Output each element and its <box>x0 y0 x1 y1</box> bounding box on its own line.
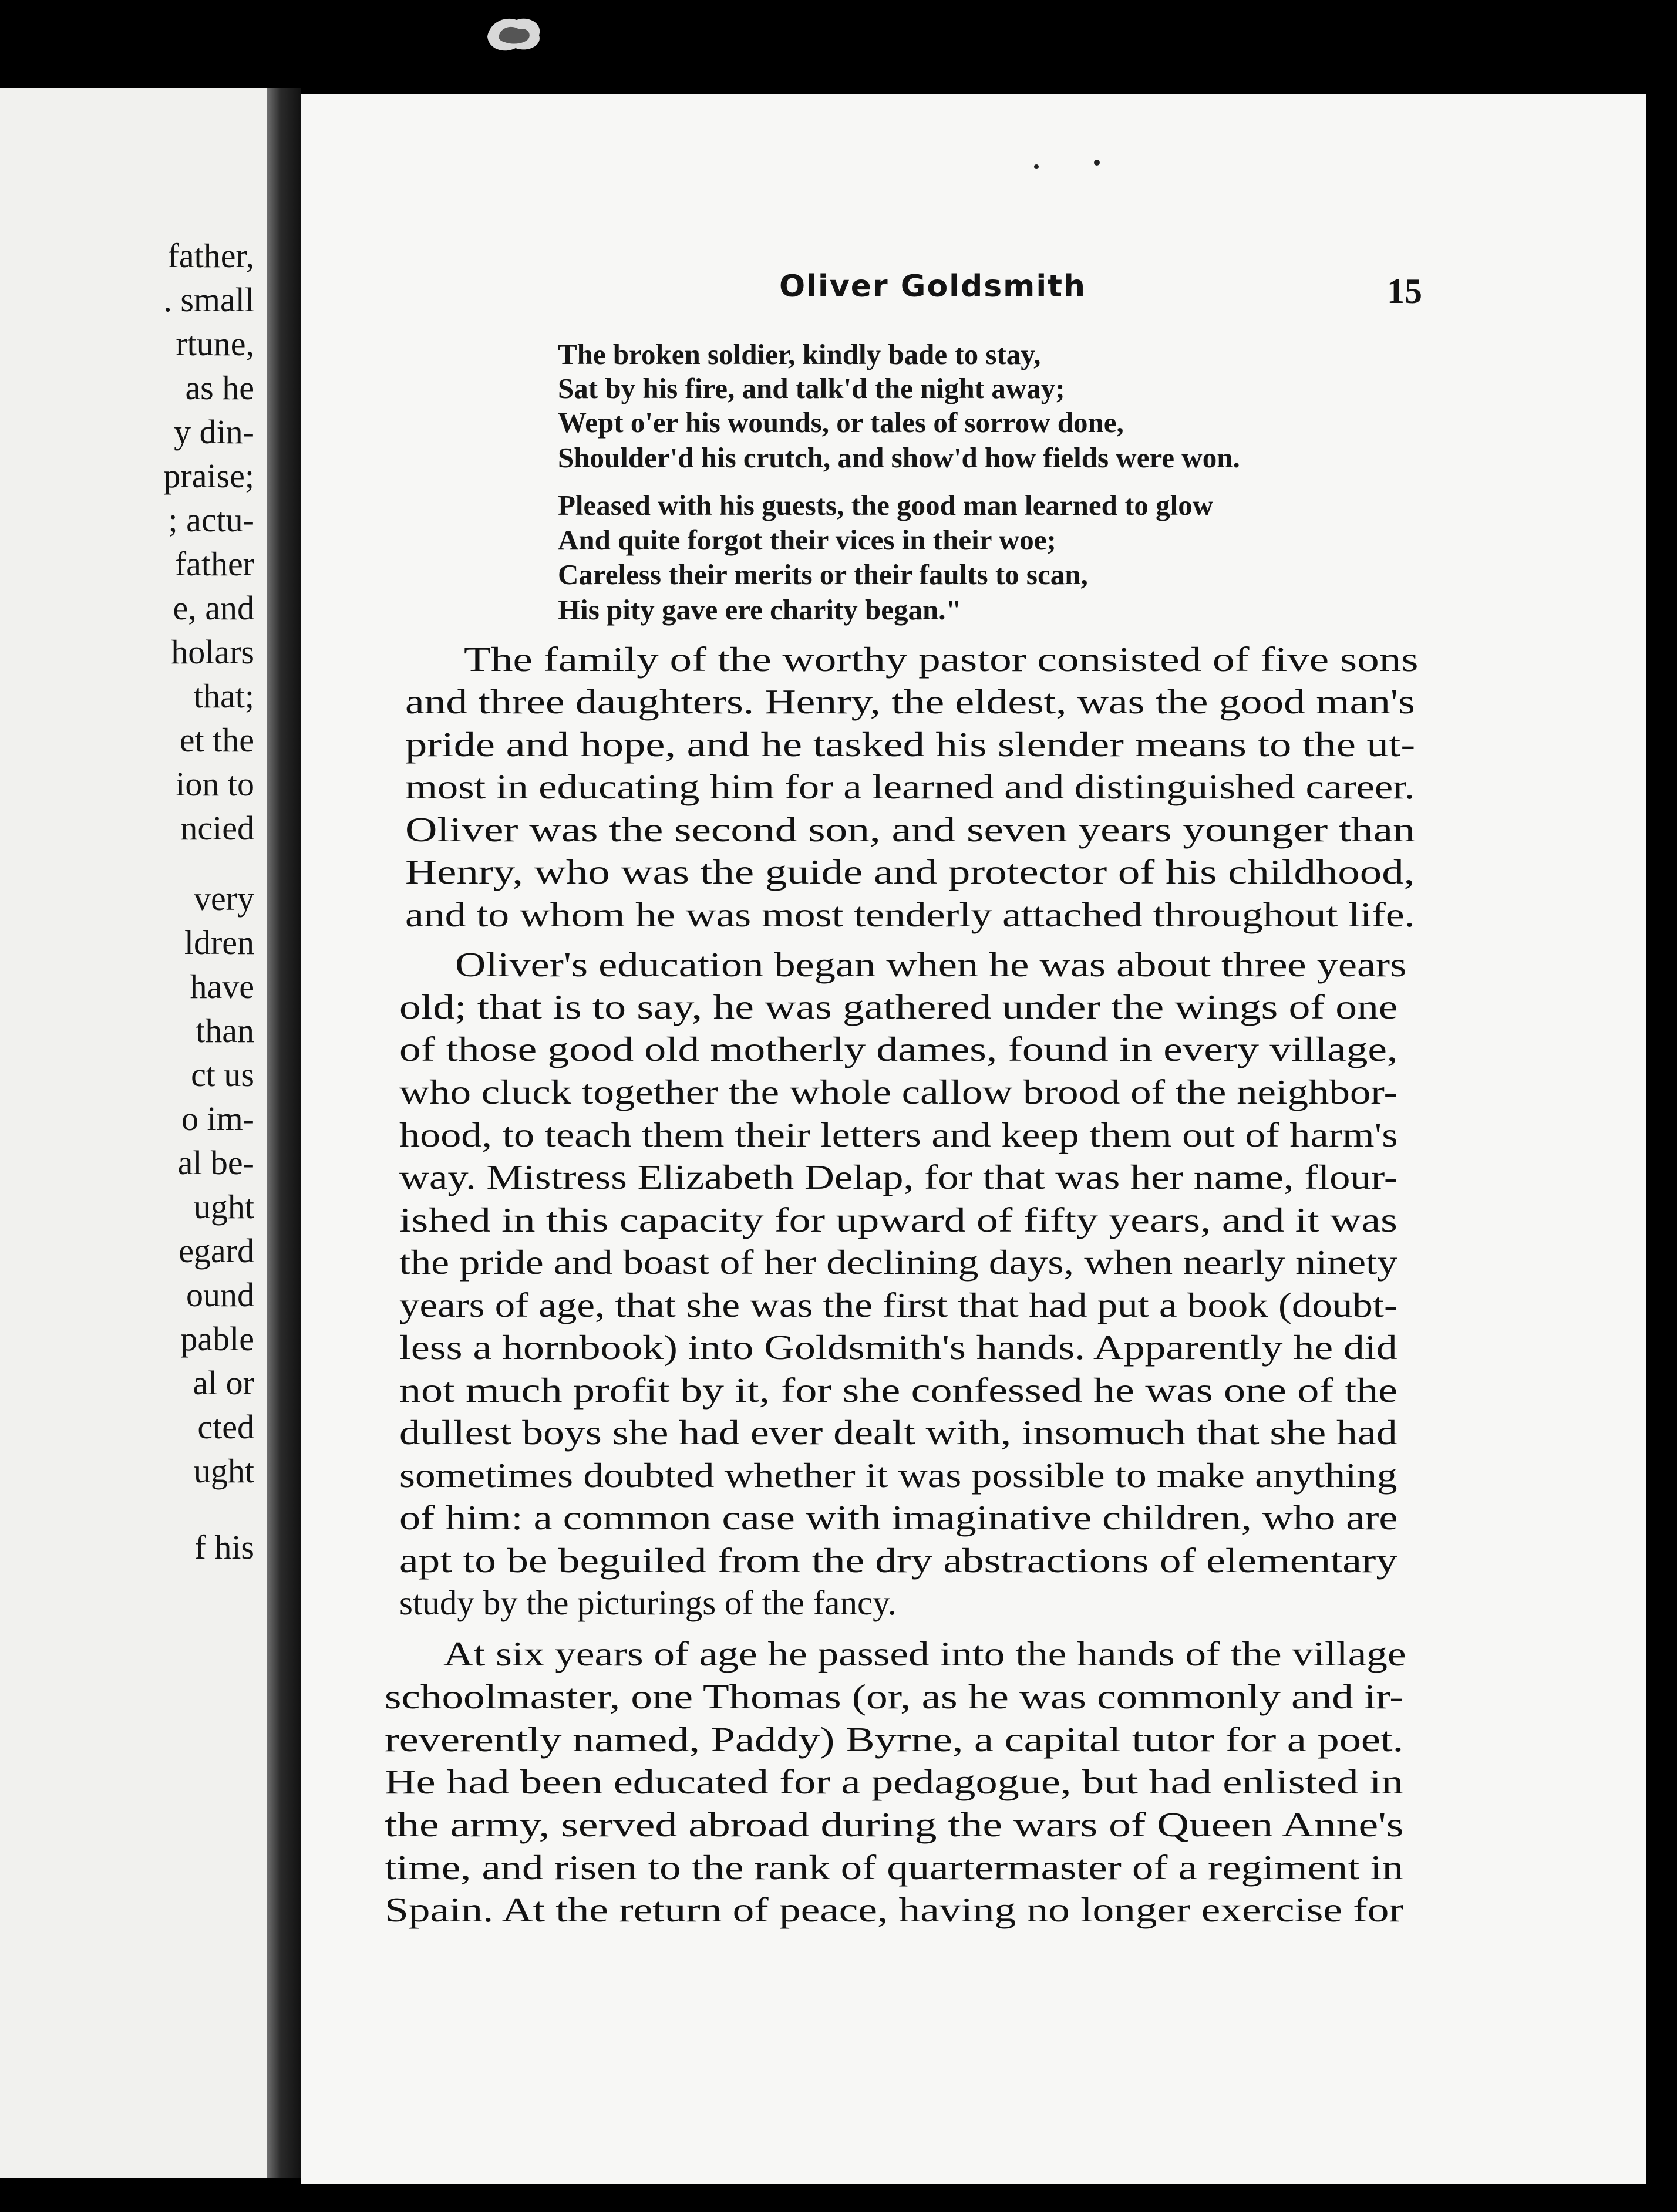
left-page-line-fragment: have <box>190 967 254 1006</box>
prose-line: pride and hope, and he tasked his slender means to the ut- <box>405 725 1416 764</box>
left-page-line-fragment: very <box>193 879 254 918</box>
left-page-line-fragment: ion to <box>176 765 254 803</box>
page-speck <box>1034 164 1039 169</box>
left-page-line-fragment: praise; <box>163 457 254 495</box>
left-page-line-fragment: father, <box>167 237 254 275</box>
page-number: 15 <box>1387 272 1422 311</box>
prose-line: most in educating him for a learned and distinguished career. <box>405 767 1415 806</box>
prose-line: The family of the worthy pastor consisted of five sons <box>464 640 1419 679</box>
left-page-line-fragment: cted <box>197 1408 254 1446</box>
left-page-line-fragment: father <box>174 545 254 583</box>
prose-line: and to whom he was most tenderly attached throughout life. <box>405 895 1415 934</box>
prose-line: dullest boys she had ever dealt with, insomuch that she had <box>399 1413 1398 1452</box>
prose-line: of him: a common case with imaginative children, who are <box>399 1498 1398 1537</box>
prose-line: and three daughters. Henry, the eldest, was the good man's <box>405 682 1415 721</box>
prose-line: time, and risen to the rank of quartermaster of a regiment in <box>385 1848 1403 1887</box>
left-page-line-fragment: ught <box>193 1452 254 1490</box>
prose-line: At six years of age he passed into the hands of the village <box>443 1634 1406 1673</box>
verse-line: The broken soldier, kindly bade to stay, <box>558 338 1041 370</box>
prose-line: not much profit by it, for she confessed he was one of the <box>399 1371 1398 1410</box>
left-page-line-fragment: holars <box>171 633 254 671</box>
left-page-line-fragment: f his <box>194 1528 254 1566</box>
page-speck <box>1094 160 1100 166</box>
ink-blot-mark <box>481 13 546 55</box>
prose-line: Spain. At the return of peace, having no longer exercise for <box>385 1890 1403 1929</box>
prose-line: study by the picturings of the fancy. <box>399 1583 897 1622</box>
left-page-line-fragment: pable <box>180 1320 254 1358</box>
left-page-line-fragment: than <box>196 1011 254 1050</box>
left-page-line-fragment: ncied <box>180 809 254 847</box>
left-page-line-fragment: rtune, <box>176 325 254 363</box>
verse-line: His pity gave ere charity began." <box>558 594 962 626</box>
prose-line: reverently named, Paddy) Byrne, a capital tutor for a poet. <box>385 1720 1404 1759</box>
prose-line: ished in this capacity for upward of fifty years, and it was <box>399 1201 1398 1239</box>
verse-line: Sat by his fire, and talk'd the night away; <box>558 372 1065 404</box>
verse-line: Wept o'er his wounds, or tales of sorrow done, <box>558 406 1124 439</box>
left-page-line-fragment: that; <box>193 677 254 715</box>
prose-line: who cluck together the whole callow brood of the neighbor- <box>399 1073 1398 1111</box>
left-page-line-fragment: o im- <box>181 1100 254 1138</box>
verse-line: And quite forgot their vices in their woe; <box>558 524 1056 556</box>
left-facing-page <box>0 88 267 2178</box>
left-page-line-fragment: ught <box>193 1188 254 1226</box>
left-page-line-fragment: al be- <box>177 1144 254 1182</box>
prose-line: less a hornbook) into Goldsmith's hands. Apparently he did <box>399 1328 1398 1367</box>
left-page-line-fragment: et the <box>179 721 254 759</box>
left-page-line-fragment: ; actu- <box>168 501 254 539</box>
book-spine-gutter <box>267 88 301 2178</box>
left-page-line-fragment: y din- <box>174 413 254 451</box>
verse-line: Careless their merits or their faults to scan, <box>558 558 1088 591</box>
prose-line: schoolmaster, one Thomas (or, as he was commonly and ir- <box>385 1677 1404 1716</box>
left-page-line-fragment: ound <box>186 1276 254 1314</box>
prose-line: years of age, that she was the first that had put a book (doubt- <box>399 1286 1398 1324</box>
prose-line: Henry, who was the guide and protector of his childhood, <box>405 852 1415 891</box>
prose-line: Oliver was the second son, and seven years younger than <box>405 810 1415 849</box>
verse-line: Shoulder'd his crutch, and show'd how fields were won. <box>558 441 1240 474</box>
prose-line: apt to be beguiled from the dry abstractions of elementary <box>399 1541 1398 1580</box>
prose-line: sometimes doubted whether it was possible to make anything <box>399 1456 1398 1495</box>
left-page-line-fragment: . small <box>163 281 254 319</box>
prose-line: the pride and boast of her declining days, when nearly ninety <box>399 1243 1398 1282</box>
verse-line: Pleased with his guests, the good man learned to glow <box>558 489 1214 521</box>
prose-line: way. Mistress Elizabeth Delap, for that was her name, flour- <box>399 1158 1398 1196</box>
prose-line: hood, to teach them their letters and keep them out of harm's <box>399 1115 1398 1154</box>
left-page-line-fragment: al or <box>193 1364 254 1402</box>
prose-line: the army, served abroad during the wars of Queen Anne's <box>385 1805 1404 1844</box>
left-page-line-fragment: as he <box>185 369 254 407</box>
prose-line: old; that is to say, he was gathered under the wings of one <box>399 987 1398 1026</box>
running-head-title: Oliver Goldsmith <box>779 269 1087 304</box>
prose-line: Oliver's education began when he was about three years <box>455 945 1407 984</box>
left-page-line-fragment: ct us <box>191 1056 254 1094</box>
left-page-line-fragment: ldren <box>184 923 254 962</box>
left-page-line-fragment: e, and <box>173 589 254 627</box>
prose-line: He had been educated for a pedagogue, but had enlisted in <box>385 1762 1403 1801</box>
prose-line: of those good old motherly dames, found in every village, <box>399 1030 1398 1068</box>
left-page-line-fragment: egard <box>179 1232 254 1270</box>
